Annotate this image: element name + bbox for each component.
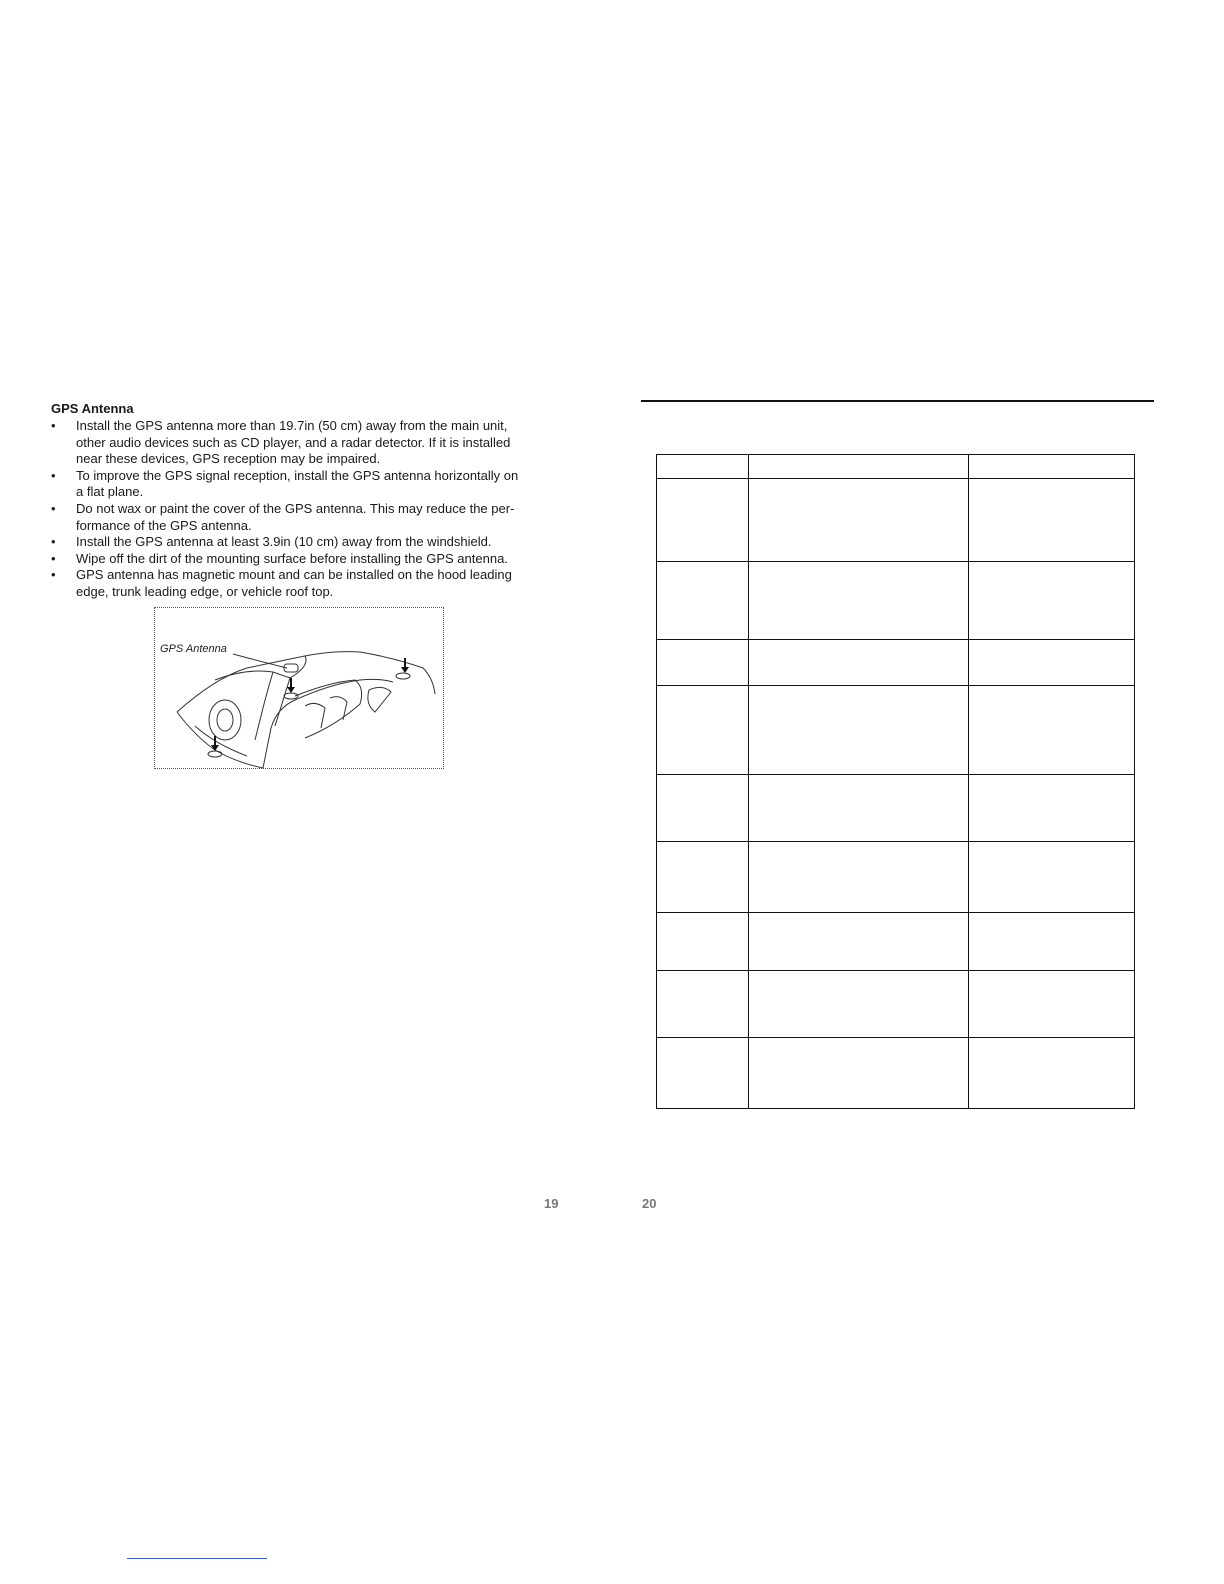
bullet-marker: • xyxy=(51,500,56,516)
table-row xyxy=(657,455,1135,479)
page-number-left: 19 xyxy=(544,1196,559,1211)
table-cell xyxy=(968,479,1134,562)
section-title: GPS Antenna xyxy=(51,401,134,416)
bullet-line: other audio devices such as CD player, and a radar detector. If it is installed xyxy=(76,434,511,450)
bullet-marker: • xyxy=(51,467,56,483)
bullet-line: GPS antenna has magnetic mount and can be installed on the hood leading xyxy=(76,567,512,583)
page-number-right: 20 xyxy=(642,1196,657,1211)
bullet-line: To improve the GPS signal reception, install the GPS antenna horizontally on xyxy=(76,467,519,483)
table-cell xyxy=(748,455,968,479)
table-cell xyxy=(657,562,749,640)
bullet-line: Wipe off the dirt of the mounting surface before installing the GPS antenna. xyxy=(76,550,508,566)
bullet-item xyxy=(51,567,566,600)
table-row xyxy=(657,971,1135,1038)
table-cell xyxy=(968,913,1134,971)
table-cell xyxy=(968,775,1134,842)
bullet-line: Install the GPS antenna at least 3.9in (10 cm) away from the windshield. xyxy=(76,534,492,550)
table-cell xyxy=(657,640,749,686)
table-cell xyxy=(968,455,1134,479)
bullet-marker: • xyxy=(51,534,56,550)
figure-label: GPS Antenna xyxy=(160,643,227,655)
spec-table xyxy=(656,454,1135,1109)
table-row xyxy=(657,640,1135,686)
bullet-marker: • xyxy=(51,418,56,433)
table-cell xyxy=(657,842,749,913)
bullet-line: near these devices, GPS reception may be impaired. xyxy=(76,451,381,467)
table-cell xyxy=(968,971,1134,1038)
bullet-line: a flat plane. xyxy=(76,484,144,500)
table-cell xyxy=(748,913,968,971)
table-cell xyxy=(657,686,749,775)
table-cell xyxy=(968,1038,1134,1109)
car-gps-antenna-icon xyxy=(155,608,445,770)
table-cell xyxy=(748,971,968,1038)
bullet-item xyxy=(51,468,566,501)
table-cell xyxy=(968,562,1134,640)
table-cell xyxy=(748,640,968,686)
table-cell xyxy=(657,913,749,971)
table-cell xyxy=(748,479,968,562)
table-cell xyxy=(748,775,968,842)
bullet-line: edge, trunk leading edge, or vehicle roof top. xyxy=(76,583,334,599)
table-row xyxy=(657,1038,1135,1109)
table-cell xyxy=(748,686,968,775)
header-rule xyxy=(641,400,1154,402)
table-cell xyxy=(748,562,968,640)
table-row xyxy=(657,842,1135,913)
table-row xyxy=(657,913,1135,971)
table-cell xyxy=(968,686,1134,775)
bullet-line: Install the GPS antenna more than 19.7in (50 cm) away from the main unit, xyxy=(76,418,508,433)
bullet-item xyxy=(51,551,566,568)
table-cell xyxy=(748,842,968,913)
table-row xyxy=(657,775,1135,842)
footer-link-underline xyxy=(127,1558,267,1559)
table-cell xyxy=(657,479,749,562)
bullet-item xyxy=(51,534,566,551)
gps-antenna-figure xyxy=(154,607,444,769)
table-cell xyxy=(968,640,1134,686)
table-row xyxy=(657,562,1135,640)
table-cell xyxy=(657,1038,749,1109)
table-row xyxy=(657,686,1135,775)
bullet-item xyxy=(51,501,566,534)
bullet-item xyxy=(51,418,566,468)
bullet-marker: • xyxy=(51,567,56,583)
table-cell xyxy=(657,775,749,842)
table-cell xyxy=(657,971,749,1038)
table-cell xyxy=(968,842,1134,913)
right-page xyxy=(612,0,1224,1584)
bullet-marker: • xyxy=(51,550,56,566)
bullet-line: formance of the GPS antenna. xyxy=(76,517,252,533)
table-cell xyxy=(748,1038,968,1109)
table-cell xyxy=(657,455,749,479)
bullet-list xyxy=(51,418,566,601)
table-row xyxy=(657,479,1135,562)
bullet-line: Do not wax or paint the cover of the GPS antenna. This may reduce the per- xyxy=(76,500,515,516)
